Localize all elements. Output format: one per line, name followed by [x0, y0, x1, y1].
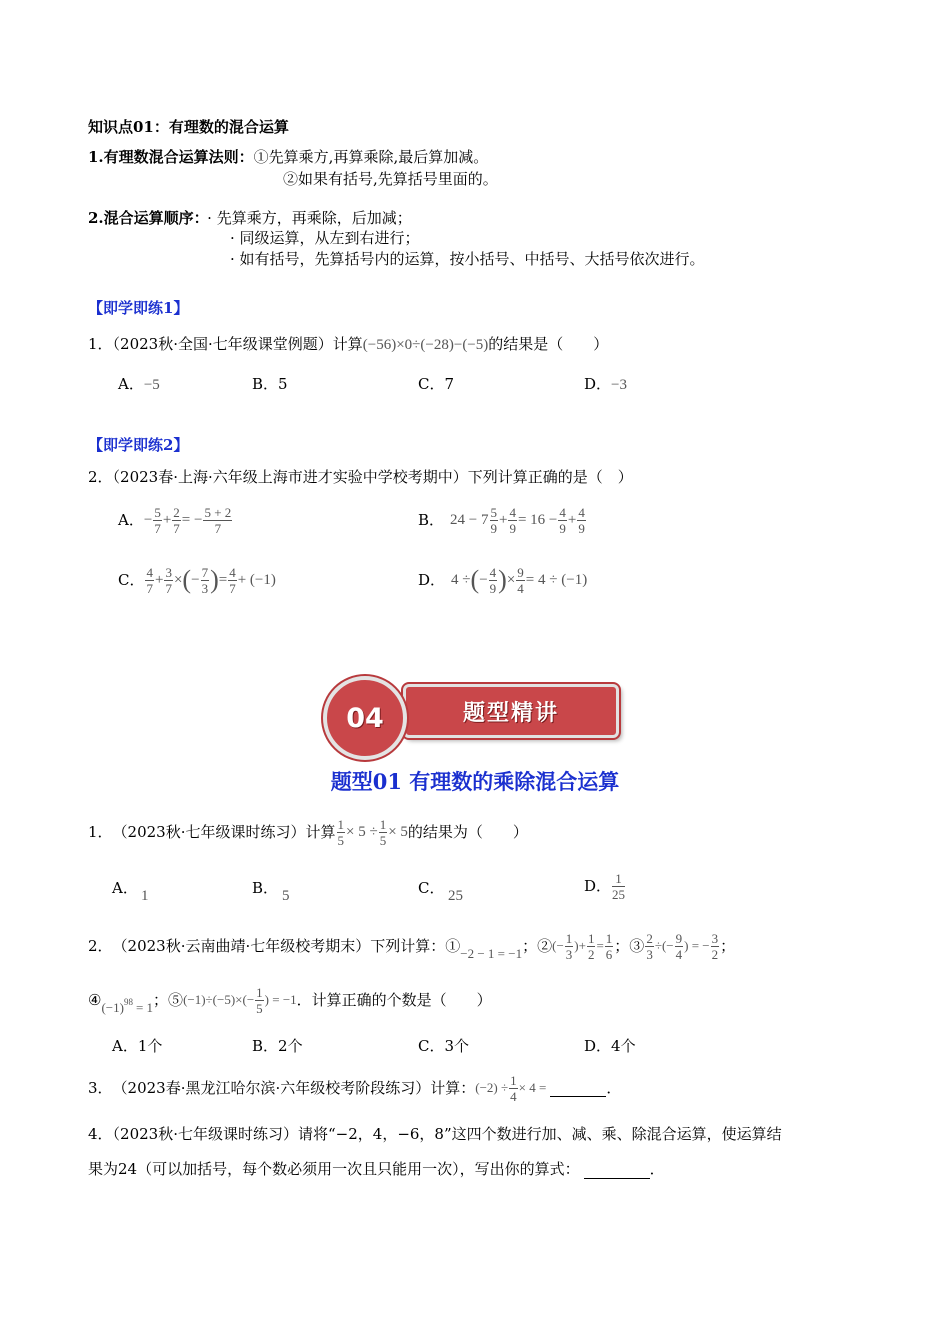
- question-tail: ．: [649, 1160, 665, 1178]
- math-expression: (−56)×0÷(−28)−(−5): [362, 337, 489, 353]
- question-text: （2023秋·七年级课时练习）请将“−2，4，−6，8”这四个数进行加、减、乘、除混合运算，使运算结: [112, 1125, 782, 1143]
- numerator: 1: [379, 816, 387, 832]
- denominator: 7: [173, 520, 180, 536]
- denominator: 4: [517, 580, 524, 596]
- option-value: 7: [444, 375, 455, 393]
- fraction: [509, 1073, 518, 1104]
- denominator: 7: [229, 580, 236, 596]
- ex1-question: [88, 812, 528, 852]
- math-sign: =: [218, 572, 228, 588]
- numerator: 5 + 2: [204, 504, 232, 520]
- ex2-option-b: [252, 1036, 303, 1056]
- option-value: 3个: [444, 1037, 470, 1055]
- fraction: [516, 565, 525, 596]
- numerator: 1: [256, 984, 263, 1000]
- ex1-option-b-value: 5: [282, 888, 290, 904]
- left-paren: (: [182, 565, 192, 594]
- ex1-option-b: [252, 878, 278, 898]
- rule-title: 1.有理数混合运算法则：: [88, 148, 254, 166]
- denominator: 5: [379, 832, 387, 848]
- question-number: 1．: [88, 335, 113, 353]
- practice2-option-b: [418, 500, 587, 540]
- denominator: 4: [510, 1088, 517, 1104]
- rule-line-1: [88, 147, 488, 167]
- question-number: 3．: [88, 1079, 113, 1097]
- exponent: 98: [123, 997, 133, 1007]
- numerator: 4: [489, 564, 497, 580]
- ex2-option-c: [418, 1036, 469, 1056]
- ex1-option-c: [418, 878, 444, 898]
- numerator: 9: [517, 564, 524, 580]
- numerator: 1: [605, 930, 613, 946]
- math-text: = 4 ÷ (−1): [525, 572, 588, 588]
- math-sign: +: [499, 512, 508, 528]
- fraction: [490, 505, 499, 536]
- option-letter: C．: [418, 879, 445, 897]
- denominator: 9: [490, 520, 497, 536]
- question-tail: ．计算正确的个数是（ ）: [296, 991, 492, 1009]
- order-3: · 如有括号，先算括号内的运算，按小括号、中括号、大括号依次进行。: [230, 250, 705, 268]
- option-letter: C．: [418, 1037, 445, 1055]
- option-letter: A．: [112, 879, 138, 897]
- separator: ；: [720, 937, 736, 955]
- option-letter: C．: [418, 375, 445, 393]
- ex2-option-d: [584, 1036, 636, 1056]
- math-text: 4 ÷: [451, 572, 471, 588]
- ex1-option-c-value: 25: [448, 888, 463, 904]
- question-tail: ．: [606, 1079, 622, 1097]
- ex2-question-line2: [88, 980, 492, 1020]
- practice1-question: [88, 334, 608, 355]
- option-value: −3: [611, 377, 627, 393]
- denominator: 7: [165, 580, 172, 596]
- fraction: [164, 565, 173, 596]
- option-letter: D．: [584, 375, 612, 393]
- fraction: [675, 931, 684, 962]
- question-text: （2023春·上海·六年级上海市进才实验中学校考期中）下列计算正确的是（ ）: [112, 468, 633, 486]
- order-title: 2.混合运算顺序：: [88, 209, 202, 227]
- badge-bar: [403, 684, 619, 738]
- practice1-label: 【即学即练1】: [88, 299, 189, 317]
- math-sign: ×: [173, 572, 183, 588]
- fraction: [605, 931, 614, 962]
- fraction: [489, 565, 498, 596]
- math-text: )+: [574, 938, 586, 953]
- fraction: [577, 505, 586, 536]
- denominator: 9: [559, 520, 566, 536]
- denominator: 9: [509, 520, 516, 536]
- question-source: （2023秋·全国·七年级课堂例题）计算: [112, 335, 363, 353]
- option-letter: B．: [252, 375, 279, 393]
- ex2-question-line1: [88, 926, 735, 966]
- question-number: 2．: [88, 937, 113, 955]
- denominator: 5: [256, 1000, 263, 1016]
- practice2-question: [88, 467, 633, 487]
- ex2-option-a: [112, 1036, 162, 1056]
- option-value: 2个: [278, 1037, 303, 1055]
- rule-2: ②如果有括号,先算括号里面的。: [283, 170, 498, 188]
- math-sign: −: [479, 572, 488, 588]
- math-text: × 4 =: [518, 1080, 547, 1095]
- question-source: （2023春·黑龙江哈尔滨·六年级校考阶段练习）计算：: [112, 1079, 476, 1097]
- question-number: 1．: [88, 823, 113, 841]
- separator: ；③: [614, 937, 645, 955]
- question-source: （2023秋·云南曲靖·七年级校考期末）下列计算：①: [112, 937, 461, 955]
- fraction: [587, 931, 596, 962]
- badge-label: 题型精讲: [462, 700, 559, 726]
- numerator: 2: [173, 504, 180, 520]
- denominator: 9: [578, 520, 585, 536]
- question-text: 果为24（可以加括号，每个数必须用一次且只能用一次），写出你的算式：: [88, 1160, 580, 1178]
- math-sign: −: [191, 572, 200, 588]
- separator: ；②: [522, 937, 553, 955]
- numerator: 4: [559, 504, 566, 520]
- numerator: 4: [229, 564, 236, 580]
- denominator: 9: [489, 580, 497, 596]
- math-text: × 5: [388, 824, 408, 840]
- math-text: ) = −: [684, 938, 710, 953]
- badge-number: 04: [346, 702, 384, 734]
- math-sign: = −: [181, 512, 203, 528]
- numerator: 4: [146, 564, 153, 580]
- fraction: [558, 505, 567, 536]
- separator: ；⑤: [153, 991, 184, 1009]
- ex1-option-a: [112, 878, 138, 898]
- fraction: [153, 505, 162, 536]
- option-letter: B．: [418, 511, 445, 529]
- fraction: [145, 565, 154, 596]
- numerator: 2: [646, 930, 653, 946]
- numerator: 5: [490, 504, 497, 520]
- order-2: · 同级运算，从左到右进行；: [230, 229, 420, 247]
- option-letter: A．: [118, 375, 144, 393]
- numerator: 1: [337, 816, 344, 832]
- math-text: −2 − 1 = −1: [460, 946, 523, 961]
- order-1: · 先算乘方，再乘除，后加减；: [207, 209, 412, 227]
- denominator: 25: [612, 886, 626, 902]
- math-text: (−1)÷(−5)×(−: [183, 992, 255, 1007]
- numerator: 3: [711, 930, 719, 946]
- badge-number-circle: [323, 676, 407, 760]
- denominator: 5: [337, 832, 344, 848]
- numerator: 1: [587, 930, 595, 946]
- practice1-option-b: [252, 374, 288, 394]
- math-sign: ×: [506, 572, 516, 588]
- numerator: 1: [565, 930, 573, 946]
- numerator: 4: [509, 504, 516, 520]
- question-tail: 的结果为（ ）: [407, 823, 528, 841]
- denominator: 3: [201, 580, 209, 596]
- option-value: 5: [278, 375, 288, 393]
- option-letter: D．: [418, 571, 446, 589]
- fraction: [565, 931, 574, 962]
- fraction: [711, 931, 720, 962]
- numerator: 4: [578, 504, 585, 520]
- question-number: 4．: [88, 1125, 113, 1143]
- math-text: (−1): [101, 1000, 124, 1015]
- circled-number: ④: [88, 991, 102, 1009]
- fraction: [201, 565, 210, 596]
- question-number: 2．: [88, 468, 113, 486]
- answer-blank[interactable]: [584, 1162, 650, 1179]
- option-letter: A．: [112, 1037, 138, 1055]
- math-text: (−: [552, 938, 564, 953]
- math-sign: −: [143, 512, 153, 528]
- question-tail: 的结果是（ ）: [488, 335, 609, 353]
- option-letter: D．: [584, 1037, 612, 1055]
- math-text: ÷(−: [654, 938, 674, 953]
- ex4-question-line1: [88, 1124, 782, 1144]
- denominator: 4: [675, 946, 683, 962]
- option-letter: B．: [252, 1037, 279, 1055]
- fraction: [255, 985, 264, 1016]
- math-text: 24 − 7: [450, 512, 489, 528]
- denominator: 2: [587, 946, 595, 962]
- math-text: ) = −1: [264, 992, 297, 1007]
- option-letter: B．: [252, 879, 279, 897]
- math-sign: +: [154, 572, 164, 588]
- ex1-option-d: [584, 864, 626, 908]
- fraction: [172, 505, 181, 536]
- answer-blank[interactable]: [550, 1080, 606, 1097]
- fraction: [228, 565, 237, 596]
- denominator: 3: [646, 946, 653, 962]
- ex1-option-a-value: 1: [141, 888, 149, 904]
- math-text: = 1: [135, 1000, 154, 1015]
- numerator: 7: [201, 564, 209, 580]
- denominator: 2: [711, 946, 719, 962]
- numerator: 1: [510, 1072, 517, 1088]
- option-value: 1个: [137, 1037, 163, 1055]
- option-letter: A．: [118, 511, 144, 529]
- right-paren: ): [210, 565, 219, 594]
- math-text: (−2) ÷: [475, 1080, 509, 1095]
- math-sign: +: [162, 512, 172, 528]
- math-text: + (−1): [237, 572, 276, 588]
- fraction: [337, 817, 346, 848]
- practice2-option-a: [118, 500, 233, 540]
- practice1-option-d: [584, 374, 627, 395]
- numerator: 9: [675, 930, 683, 946]
- right-paren: ): [498, 565, 507, 594]
- option-value: 4个: [611, 1037, 636, 1055]
- knowledge-heading: 知识点01：有理数的混合运算: [88, 118, 289, 136]
- numerator: 1: [612, 871, 625, 887]
- fraction: [612, 871, 625, 902]
- ex3-question: [88, 1066, 621, 1110]
- practice2-option-d: [418, 558, 587, 602]
- math-sign: +: [567, 512, 577, 528]
- rule-1: ①先算乘方,再算乘除,最后算加减。: [253, 148, 489, 166]
- fraction: [645, 931, 654, 962]
- fraction: [508, 505, 517, 536]
- numerator: 3: [165, 564, 172, 580]
- practice2-option-c: [118, 558, 276, 602]
- left-paren: (: [470, 565, 480, 594]
- option-letter: C．: [118, 571, 145, 589]
- math-text: × 5 ÷: [346, 824, 378, 840]
- math-sign: =: [596, 938, 604, 953]
- denominator: 3: [565, 946, 573, 962]
- practice2-label: 【即学即练2】: [88, 436, 189, 454]
- denominator: 7: [214, 520, 222, 536]
- denominator: 7: [154, 520, 161, 536]
- option-letter: D．: [584, 877, 612, 895]
- practice1-option-a: [118, 374, 160, 395]
- denominator: 6: [605, 946, 613, 962]
- ex4-question-line2: [88, 1159, 665, 1179]
- denominator: 7: [146, 580, 153, 596]
- math-sign: = 16 −: [517, 512, 558, 528]
- question-source: （2023秋·七年级课时练习）计算: [112, 823, 336, 841]
- option-value: −5: [143, 377, 160, 393]
- fraction: [379, 817, 388, 848]
- numerator: 5: [154, 504, 161, 520]
- fraction: [203, 505, 232, 536]
- practice1-option-c: [418, 374, 454, 394]
- order-line-1: [88, 208, 412, 228]
- section-title: 题型01 有理数的乘除混合运算: [330, 769, 620, 794]
